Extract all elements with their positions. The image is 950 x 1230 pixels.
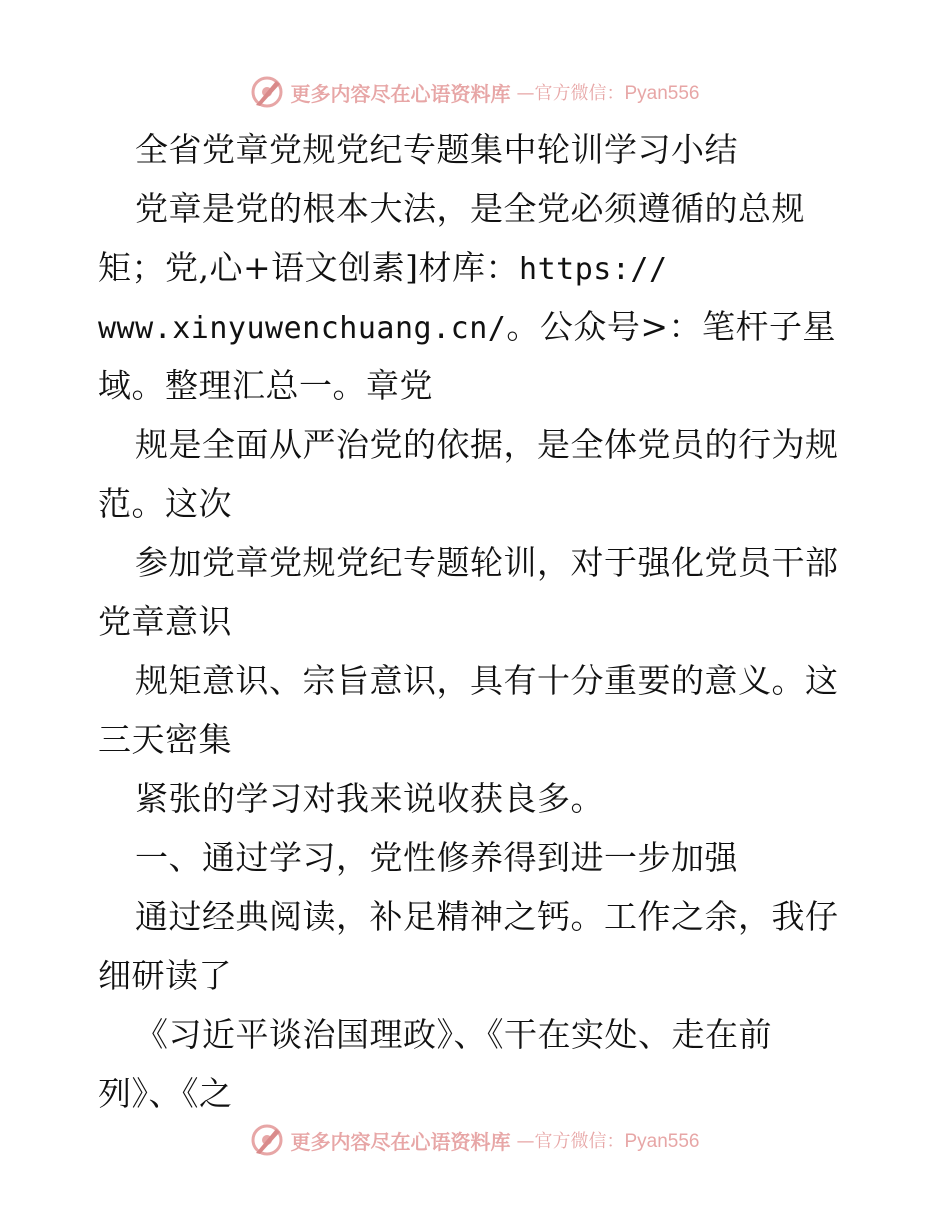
paragraph-line: 列》、《之 bbox=[98, 1074, 233, 1113]
watermark-contact-label: —官方微信： bbox=[516, 1131, 625, 1152]
paragraph-line: 通过经典阅读，补足精神之钙。工作之余，我仔 bbox=[135, 897, 839, 936]
paragraph-line: 细研读了 bbox=[98, 956, 232, 995]
paragraph-line: 域。整理汇总一。章党 bbox=[98, 366, 433, 405]
watermark-contact bbox=[516, 1127, 699, 1153]
document-body bbox=[98, 120, 858, 1123]
url-text: https:// bbox=[519, 252, 668, 287]
paragraph-line: 《习近平谈治国理政》、《干在实处、走在前 bbox=[135, 1015, 772, 1054]
watermark-brand: 更多内容尽在心语资料库 bbox=[290, 81, 511, 106]
paragraph-line: 党章意识 bbox=[98, 602, 232, 641]
watermark-brand: 更多内容尽在心语资料库 bbox=[290, 1129, 511, 1154]
watermark-contact bbox=[516, 79, 699, 105]
paragraph-line bbox=[98, 297, 858, 356]
quill-pen-logo-icon bbox=[250, 1123, 284, 1157]
header-watermark bbox=[0, 72, 950, 112]
document-title: 全省党章党规党纪专题集中轮训学习小结 bbox=[135, 130, 738, 169]
paragraph-line: 紧张的学习对我来说收获良多。 bbox=[135, 779, 604, 818]
footer-watermark bbox=[0, 1120, 950, 1160]
watermark-wechat-id: Pyan556 bbox=[624, 83, 700, 104]
paragraph-text: 。公众号>：笔杆子星 bbox=[506, 307, 837, 346]
section-heading: 一、通过学习，党性修养得到进一步加强 bbox=[135, 838, 738, 877]
paragraph-line: 党章是党的根本大法，是全党必须遵循的总规 bbox=[135, 189, 805, 228]
paragraph-line: 规是全面从严治党的依据，是全体党员的行为规 bbox=[135, 425, 839, 464]
paragraph-line: 范。这次 bbox=[98, 484, 232, 523]
paragraph-line bbox=[98, 238, 858, 297]
paragraph-line: 规矩意识、宗旨意识，具有十分重要的意义。这 bbox=[135, 661, 839, 700]
paragraph-text: 矩；党,心+语文创素]材库： bbox=[98, 248, 520, 287]
paragraph-line: 三天密集 bbox=[98, 720, 232, 759]
watermark-contact-label: —官方微信： bbox=[516, 83, 625, 104]
url-text: www.xinyuwenchuang.cn/ bbox=[98, 311, 507, 346]
watermark-wechat-id: Pyan556 bbox=[624, 1131, 700, 1152]
paragraph-line: 参加党章党规党纪专题轮训，对于强化党员干部 bbox=[135, 543, 839, 582]
quill-pen-logo-icon bbox=[250, 75, 284, 109]
